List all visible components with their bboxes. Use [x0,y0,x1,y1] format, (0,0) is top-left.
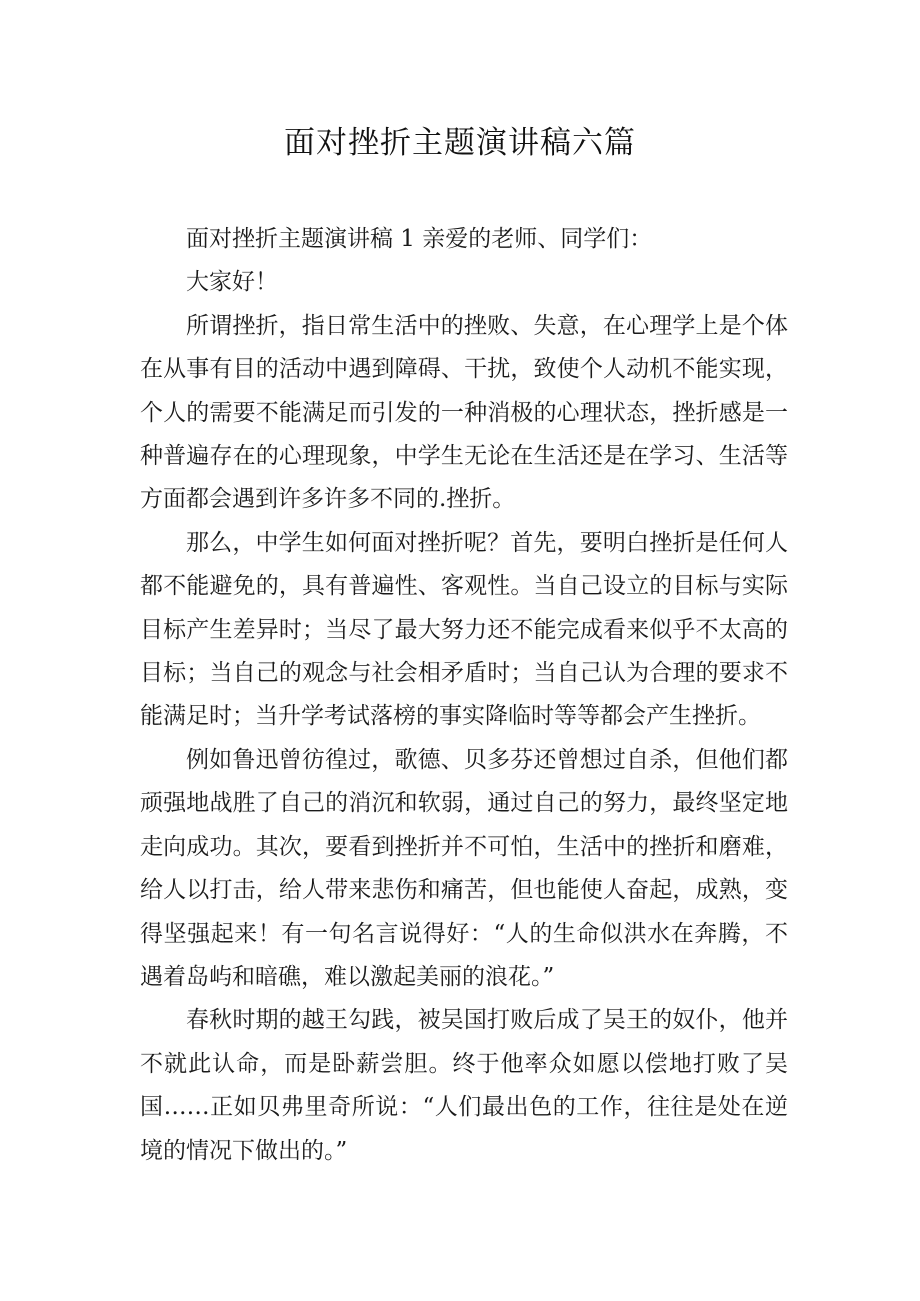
paragraph-greeting-line: 面对挫折主题演讲稿 1 亲爱的老师、同学们： [186,226,653,252]
paragraph-examples: 例如鲁迅曾彷徨过，歌德、贝多芬还曾想过自杀，但他们都顽强地战胜了自己的消沉和软弱，通过自己的努力，最终坚定地走向成功。其次，要看到挫折并不可怕，生活中的挫折和磨难，给人以打击，给人带来悲伤和痛苦，但也能使人奋起，成熟，变得坚强起来！有一句名言说得好：“人的生命似洪水在奔腾，不遇着岛屿和暗礁，难以激起美丽的浪花。” [140,746,788,990]
paragraph-definition: 所谓挫折，指日常生活中的挫败、失意，在心理学上是个体在从事有目的活动中遇到障碍、干扰，致使个人动机不能实现，个人的需要不能满足而引发的一种消极的心理状态，挫折感是一种普遍存在的心理现象，中学生无论在生活还是在学习、生活等方面都会遇到许多许多不同的.挫折。 [140,312,788,513]
document-body [140,218,788,1173]
paragraph-hello: 大家好！ [186,269,278,296]
paragraph-how-to-face: 那么，中学生如何面对挫折呢？首先，要明白挫折是任何人都不能避免的，具有普遍性、客观性。当自己设立的目标与实际目标产生差异时；当尽了最大努力还不能完成看来似乎不太高的目标；当自己的观念与社会相矛盾时；当自己认为合理的要求不能满足时；当升学考试落榜的事实降临时等等都会产生挫折。 [140,529,788,730]
paragraph-goujian: 春秋时期的越王勾践，被吴国打败后成了吴王的奴仆，他并不就此认命，而是卧薪尝胆。终于他率众如愿以偿地打败了吴国……正如贝弗里奇所说：“人们最出色的工作，往往是处在逆境的情况下做出的。” [140,1007,788,1164]
document-title: 面对挫折主题演讲稿六篇 [284,125,636,161]
